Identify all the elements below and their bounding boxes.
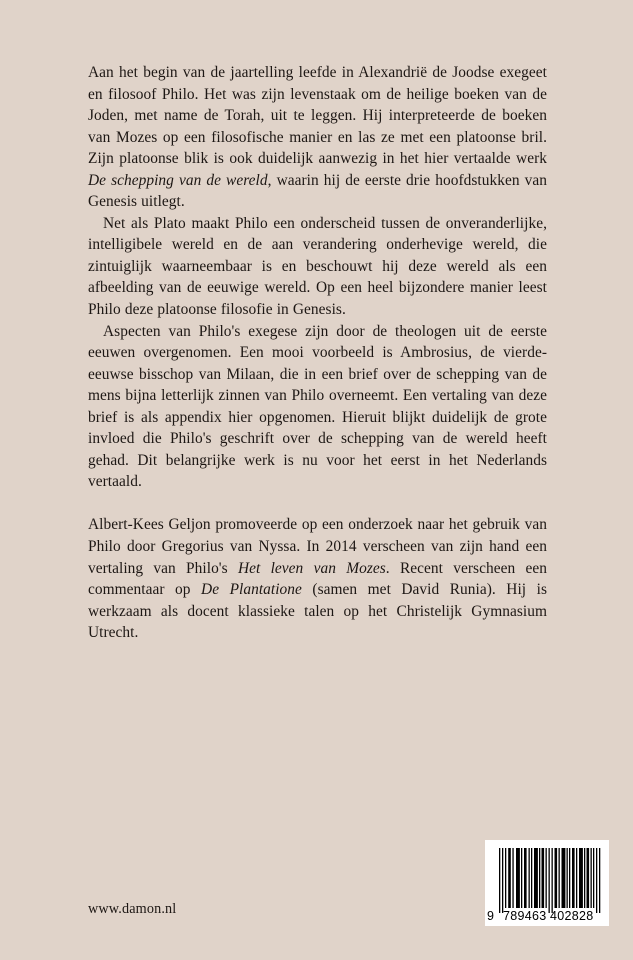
barcode-bars-icon xyxy=(485,840,609,926)
book-title-de-plantatione: De Plantatione xyxy=(201,581,302,599)
blurb-paragraph-2: Net als Plato maakt Philo een onderscheid tussen de onveranderlijke, intelligibele wereld en de aan verandering onderhevige wereld, die zintuiglijk waarneembaar is en beschouwt hij deze wereld als een afbeelding van de eeuwige wereld. Op een heel bijzondere manier leest Philo deze platoonse filosofie in Genesis. xyxy=(88,214,547,319)
author-bio-text-part-3: (samen met David Runia). Hij is werkzaam als docent klassieke talen op het Christelijk Gymnasium Utrecht. xyxy=(88,581,547,642)
book-title-het-leven-van-mozes: Het leven van Mozes xyxy=(237,559,386,577)
author-bio-text-part-2: . Recent verscheen een commentaar op xyxy=(88,559,548,599)
book-title-de-schepping-van-de-wereld: De schepping van de wereld xyxy=(88,171,268,189)
barcode-graphic xyxy=(485,840,609,926)
blurb-paragraph-1-text-before-title: Aan het begin van de jaartelling leefde in Alexandrië de Joodse exegeet en filosoof Philo. Het was zijn levenstaak om de heilige boeken van de Joden, met name de Torah, uit te leggen. Hij interpreteerde de boeken van Mozes op een filosofische manier en las ze met een platoonse bril. Zijn platoonse blik is ook duidelijk aanwezig in het hier vertaalde werk xyxy=(88,64,547,168)
author-bio-text-part-1: Albert-Kees Geljon promoveerde op een onderzoek naar het gebruik van Philo door Gregorius van Nyssa. In 2014 verscheen van zijn hand een vertaling van Philo's xyxy=(88,516,547,577)
blurb-paragraph-1 xyxy=(88,62,547,213)
barcode xyxy=(485,840,609,926)
barcode-right-group: 402828 xyxy=(550,909,594,923)
barcode-lead-digit: 9 xyxy=(487,909,494,923)
author-bio-paragraph xyxy=(88,514,547,643)
blurb-text-block xyxy=(88,62,547,644)
blurb-paragraph-1-text-after-title: , waarin hij de eerste drie hoofdstukken van Genesis uitlegt. xyxy=(88,171,547,211)
blurb-paragraph-3: Aspecten van Philo's exegese zijn door de theologen uit de eerste eeuwen overgenomen. Een mooi voorbeeld is Ambrosius, de vierde-eeuwse bisschop van Milaan, die in een brief over de schepping van de mens bijna letterlijk zinnen van Philo overneemt. Een vertaling van deze brief is als appendix hier opgenomen. Hieruit blijkt duidelijk de grote invloed die Philo's geschrift over de schepping van de wereld heeft gehad. Dit belangrijke werk is nu voor het eerst in het Nederlands vertaald. xyxy=(88,322,547,491)
barcode-left-group: 789463 xyxy=(503,909,547,923)
publisher-website-url[interactable]: www.damon.nl xyxy=(88,901,177,917)
